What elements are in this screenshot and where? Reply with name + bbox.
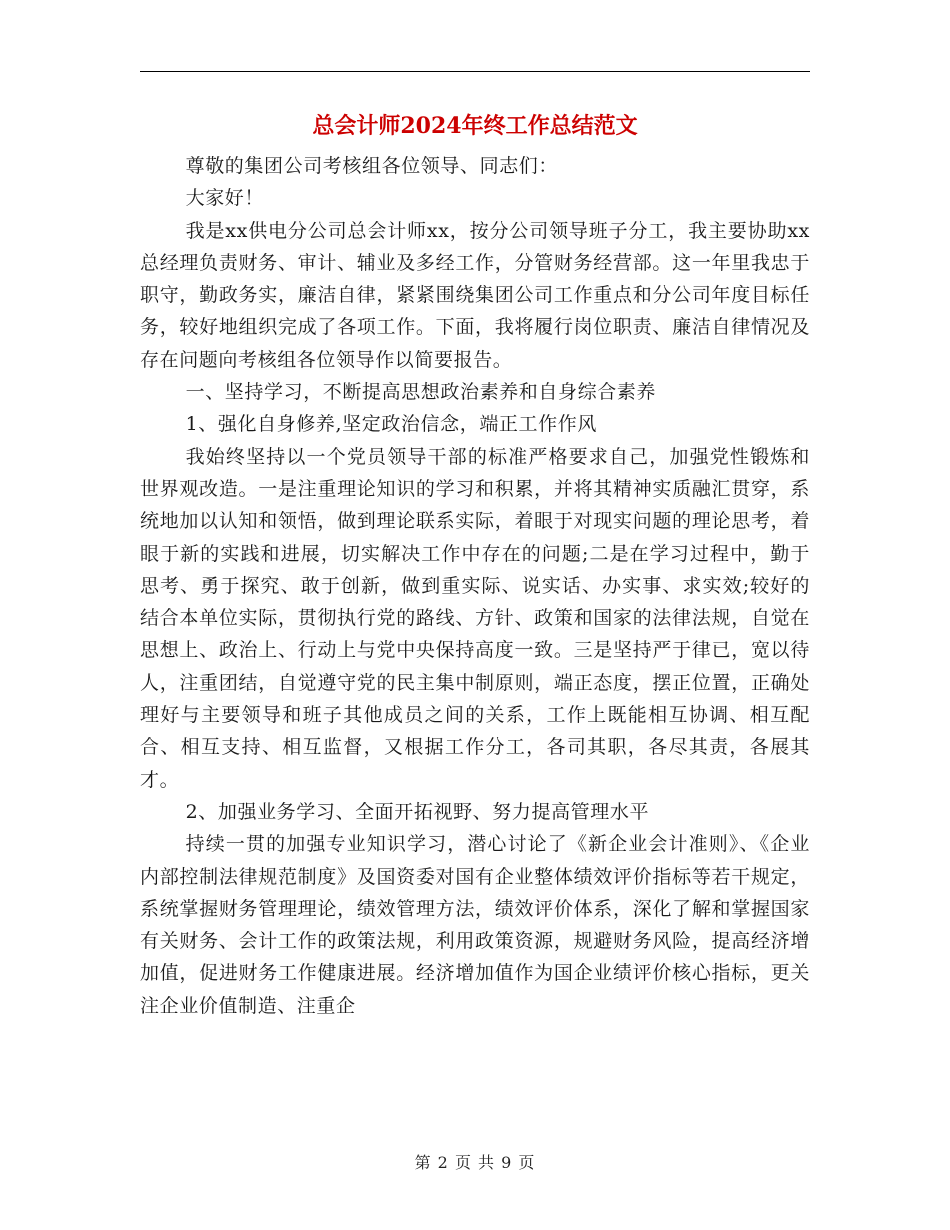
section-heading-1: 一、坚持学习，不断提高思想政治素养和自身综合素养 [185,381,656,404]
subsection-heading-2: 2、加强业务学习、全面开拓视野、努力提高管理水平 [185,800,650,823]
greeting: 大家好！ [185,187,264,210]
document-title: 总会计师2024年终工作总结范文 [312,113,638,139]
header-rule [140,71,810,72]
salutation: 尊敬的集团公司考核组各位领导、同志们： [185,155,558,177]
subsection-heading-1: 1、强化自身修养,坚定政治信念，端正工作作风 [185,413,597,436]
page-number: 第 2 页 共 9 页 [414,1153,536,1172]
body-paragraph: 持续一贯的加强专业知识学习，潜心讨论了《新企业会计准则》、《企业内部控制法律规范制度》及国资委对国有企业整体绩效评价指标等若干规定，系统掌握财务管理理论，绩效管理方法，绩效评价体系，深化了解和掌握国家有关财务、会计工作的政策法规，利用政策资源，规避财务风险，提高经济增加值，促进财务工作健康进展。经济增加值作为国企业绩评价核心指标，更关注企业价值制造、注重企 [140,833,810,1017]
intro-paragraph: 我是xx供电分公司总会计师xx，按分公司领导班子分工，我主要协助xx总经理负责财务、审计、辅业及多经工作，分管财务经营部。这一年里我忠于职守，勤政务实，廉洁自律，紧紧围绕集团公司工作重点和分公司年度目标任务，较好地组织完成了各项工作。下面，我将履行岗位职责、廉洁自律情况及存在问题向考核组各位领导作以简要报告。 [140,219,810,371]
document-body [140,150,810,1022]
body-paragraph: 我始终坚持以一个党员领导干部的标准严格要求自己，加强党性锻炼和世界观改造。一是注重理论知识的学习和积累，并将其精神实质融汇贯穿，系统地加以认知和领悟，做到理论联系实际，着眼于对现实问题的理论思考，着眼于新的实践和进展，切实解决工作中存在的问题;二是在学习过程中，勤于思考、勇于探究、敢于创新，做到重实际、说实话、办实事、求实效;较好的结合本单位实际，贯彻执行党的路线、方针、政策和国家的法律法规，自觉在思想上、政治上、行动上与党中央保持高度一致。三是坚持严于律已，宽以待人，注重团结，自觉遵守党的民主集中制原则，端正态度，摆正位置，正确处理好与主要领导和班子其他成员之间的关系，工作上既能相互协调、相互配合、相互支持、相互监督，又根据工作分工，各司其职，各尽其责，各展其才。 [140,445,810,791]
